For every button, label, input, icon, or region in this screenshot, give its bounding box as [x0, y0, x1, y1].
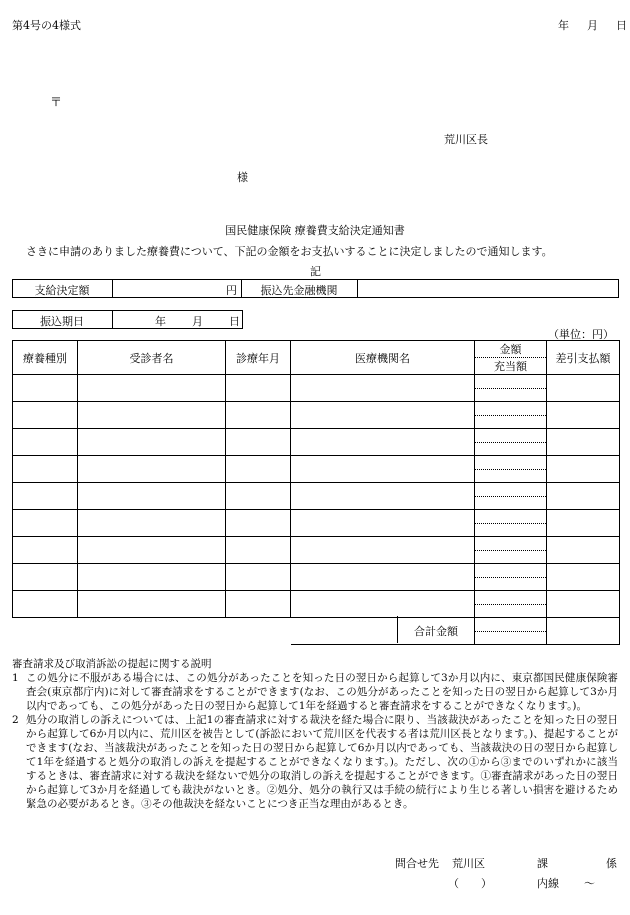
payment-detail-table — [12, 340, 620, 645]
total-label: 合計金額 — [291, 618, 475, 645]
transfer-month: 月 — [192, 315, 203, 328]
unit-note: （単位：円） — [548, 328, 614, 341]
contact-tilde: ～ — [584, 877, 595, 890]
date-year: 年 — [558, 19, 569, 32]
col-header-date: 診療年月 — [226, 341, 291, 375]
table-row — [13, 375, 620, 402]
contact-label: 問合せ先 — [395, 857, 439, 870]
decided-amount-label: 支給決定額 — [34, 284, 90, 297]
table-row — [13, 456, 620, 483]
table-row — [13, 429, 620, 456]
bank-label: 振込先金融機関 — [260, 284, 338, 297]
transfer-date-label: 振込期日 — [40, 315, 84, 328]
date-day: 日 — [616, 19, 627, 32]
contact-phone-paren: （ ） — [448, 877, 492, 890]
note-text-2: 処分の取消しの訴えについては、上記1の審査請求に対する裁決を経た場合に限り、当該裁決があったことを知った日の翌日から起算して6か月以内に、荒川区を被告として(訴訟において荒川区を代表する者は荒川区長となります。)、提起することができます(なお、当該裁決があったことを知った日の翌日から起算して6か月以内であっても、当該裁決の日の翌日から起算して1年を経過すると処分の取消しの訴えを提起することができなくなります。)。ただし、次の①から③までのいずれかに該当するときは、審査請求に対する裁決を経ないで処分の取消しの訴えを提起することができます。①審査請求があった日の翌日から起算して3か月を経過しても裁決がないとき。②処分、処分の執行又は手続の続行により生じる著しい損害を避けるため緊急の必要があるとき。③その他裁決を経ないことにつき正当な理由があるとき。 — [26, 714, 618, 810]
issuer: 荒川区長 — [444, 133, 488, 146]
note-text-1: この処分に不服がある場合には、この処分があったことを知った日の翌日から起算して3か月以内に、東京都国民健康保険審査会(東京都庁内)に対して審査請求をすることができます(なお、この処分があったことを知った日の翌日から起算して3か月以内であっても、この処分があった日の翌日から起算して1年を経過すると審査請求をすることができなくなります。)。 — [26, 672, 618, 712]
yen-unit: 円 — [226, 284, 237, 297]
table-row — [13, 537, 620, 564]
transfer-year: 年 — [155, 315, 166, 328]
table-row — [13, 483, 620, 510]
intro-text: さきに申請のありました療養費について、下記の金額をお支払いすることに決定しましたので通知します。 — [26, 245, 553, 258]
header-date — [558, 17, 627, 33]
notes-heading: 審査請求及び取消訴訟の提起に関する説明 — [12, 658, 212, 670]
date-month: 月 — [587, 19, 598, 32]
note-item-2 — [12, 713, 618, 811]
col-header-amount: 金額 — [475, 341, 547, 358]
contact-extension: 内線 — [537, 877, 559, 890]
col-header-applied: 充当額 — [475, 358, 547, 375]
appeal-notes — [12, 657, 618, 811]
contact-section: 課 — [537, 857, 548, 870]
note-num-1: 1 — [12, 672, 19, 684]
total-row — [13, 618, 620, 645]
note-num-2: 2 — [12, 714, 19, 726]
col-header-institution: 医療機関名 — [291, 341, 475, 375]
table-row — [13, 591, 620, 618]
ki-mark: 記 — [310, 265, 321, 278]
col-header-net: 差引支払額 — [547, 341, 620, 375]
col-header-type: 療養種別 — [13, 341, 78, 375]
table-row — [13, 510, 620, 537]
note-item-1 — [12, 671, 618, 713]
table-row — [13, 564, 620, 591]
table-row — [13, 402, 620, 429]
transfer-day: 日 — [229, 315, 240, 328]
contact-subsection: 係 — [606, 857, 617, 870]
col-header-patient: 受診者名 — [78, 341, 226, 375]
contact-office: 荒川区 — [452, 857, 485, 870]
postal-mark: 〒 — [50, 95, 63, 109]
form-number: 第4号の4様式 — [12, 19, 81, 32]
addressee-suffix: 様 — [237, 171, 248, 184]
document-title: 国民健康保険 療養費支給決定通知書 — [225, 224, 405, 237]
